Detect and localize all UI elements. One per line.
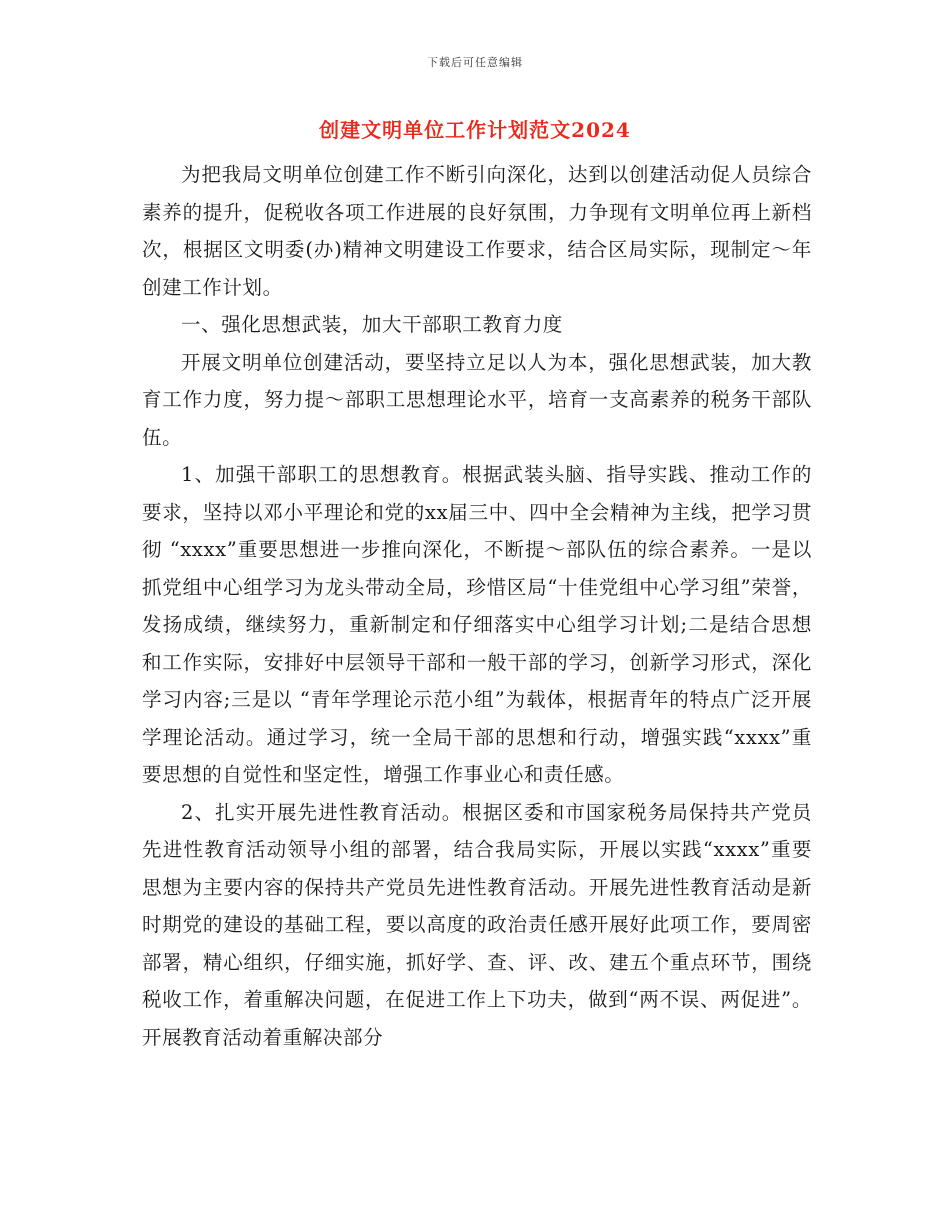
document-body bbox=[142, 156, 812, 1056]
paragraph-intro: 为把我局文明单位创建工作不断引向深化，达到以创建活动促人员综合素养的提升，促税收各项工作进展的良好氛围，力争现有文明单位再上新档次，根据区文明委(办)精神文明建设工作要求，结合区局实际，现制定～年创建工作计划。 bbox=[142, 163, 812, 299]
paragraph-item-2: 2、扎实开展先进性教育活动。根据区委和市国家税务局保持共产党员先进性教育活动领导小组的部署，结合我局实际，开展以实践“xxxx”重要思想为主要内容的保持共产党员先进性教育活动。开展先进性教育活动是新时期党的建设的基础工程，要以高度的政治责任感开展好此项工作，要周密部署，精心组织，仔细实施，抓好学、查、评、改、建五个重点环节，围绕税收工作，着重解决问题，在促进工作上下功夫，做到“两不误、两促进”。开展教育活动着重解决部分 bbox=[142, 800, 812, 1049]
header-note: 下载后可任意编辑 bbox=[427, 56, 523, 69]
document-title: 创建文明单位工作计划范文2024 bbox=[319, 118, 631, 142]
section-heading-1: 一、强化思想武装，加大干部职工教育力度 bbox=[181, 313, 563, 336]
paragraph-section-1: 开展文明单位创建活动，要坚持立足以人为本，强化思想武装，加大教育工作力度，努力提～部职工思想理论水平，培育一支高素养的税务干部队伍。 bbox=[142, 350, 812, 449]
paragraph-item-1: 1、加强干部职工的思想教育。根据武装头脑、指导实践、推动工作的要求，坚持以邓小平理论和党的xx届三中、四中全会精神为主线，把学习贯彻 “xxxx”重要思想进一步推向深化，不断提～部队伍的综合素养。一是以抓党组中心组学习为龙头带动全局，珍惜区局“十佳党组中心学习组”荣誉，发扬成绩，继续努力，重新制定和仔细落实中心组学习计划;二是结合思想和工作实际，安排好中层领导干部和一般干部的学习，创新学习形式，深化学习内容;三是以 “青年学理论示范小组”为载体，根据青年的特点广泛开展学理论活动。通过学习，统一全局干部的思想和行动，增强实践“xxxx”重要思想的自觉性和坚定性，增强工作事业心和责任感。 bbox=[142, 463, 812, 786]
